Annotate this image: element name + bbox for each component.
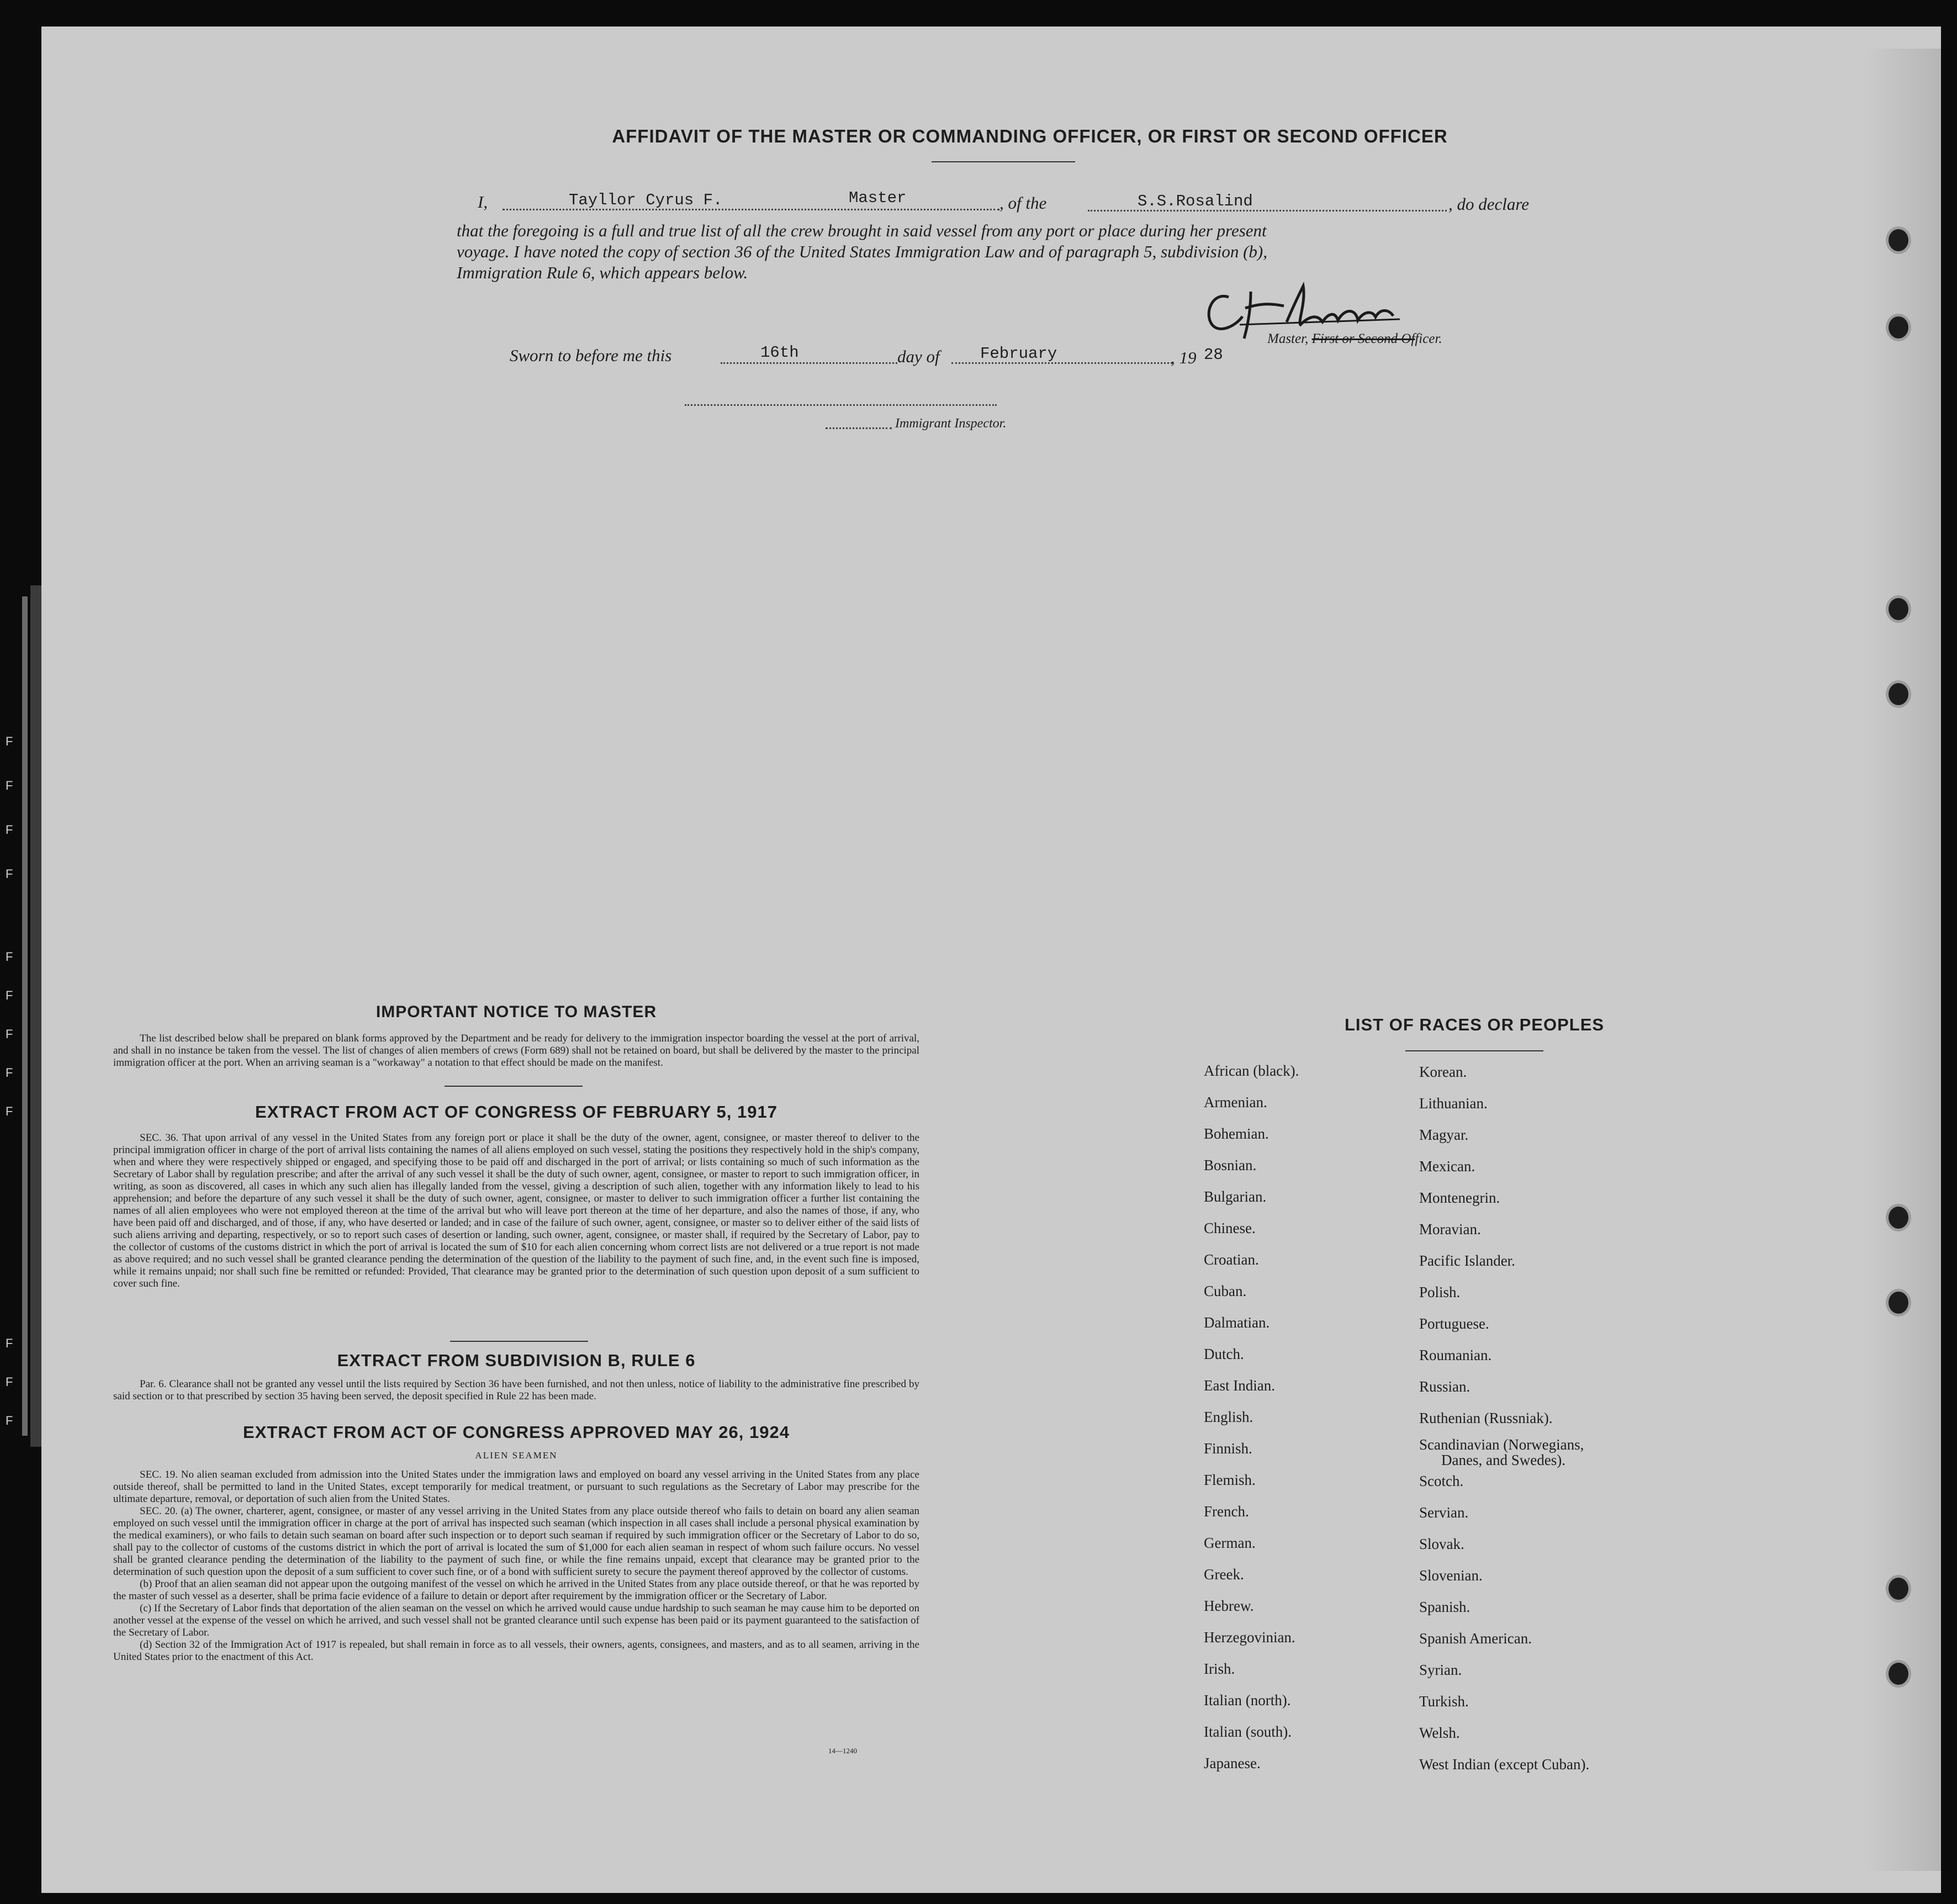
notice-body bbox=[113, 1033, 919, 1069]
sworn-month-value: February bbox=[980, 345, 1057, 363]
race-item: Roumanian. bbox=[1419, 1347, 1492, 1363]
race-item: Bulgarian. bbox=[1204, 1188, 1267, 1205]
margin-mark: F bbox=[6, 823, 13, 837]
race-item: Slovenian. bbox=[1419, 1567, 1483, 1584]
margin-mark: F bbox=[6, 1027, 13, 1041]
race-item: Ruthenian (Russniak). bbox=[1419, 1410, 1553, 1426]
race-item: Moravian. bbox=[1419, 1221, 1481, 1237]
binder-hole bbox=[1886, 314, 1911, 341]
race-item: Scandinavian (Norwegians, bbox=[1419, 1436, 1584, 1453]
race-item: Chinese. bbox=[1204, 1220, 1256, 1236]
race-item: Spanish American. bbox=[1419, 1630, 1532, 1647]
races-rule bbox=[1405, 1050, 1543, 1051]
sec-20a-text: SEC. 20. (a) The owner, charterer, agent, consignee, or master of any vessel arriving in the United States from any place outside thereof who fails to detain on board any alien seaman employed on such vessel until the immigration officer in charge at the port of arrival has inspected such seaman (which inspection in all cases shall include a personal physical examination by the medical examiners), or who fails to detain such seaman on board after such inspection or to deport such seaman if required by such immigration officer or the Secretary of Labor to do so, shall pay to the collector of customs of the customs district in which the port of arrival is located the sum of $1,000 for each alien seaman in respect of whom such failure occurs. No vessel shall be granted clearance pending the determination of the liability to the payment of such fine, or while the fine remains unpaid, except that clearance may be granted prior to the determination of such question upon the deposit of a sum sufficient to cover such fine, or of a bond with sufficient surety to secure the payment thereof approved by the collector of customs. bbox=[113, 1505, 919, 1578]
race-item: German. bbox=[1204, 1535, 1256, 1551]
race-item: Italian (south). bbox=[1204, 1723, 1292, 1740]
race-item: Italian (north). bbox=[1204, 1692, 1291, 1709]
signature-caption bbox=[1267, 331, 1442, 347]
binder-hole bbox=[1886, 680, 1911, 708]
race-item: Mexican. bbox=[1419, 1158, 1475, 1175]
sec-20b-text: (b) Proof that an alien seaman did not appear upon the outgoing manifest of the vessel on which he arrived in the United States from any place outside thereof, or that he was reported by the master of such vessel as a deserter, shall be prima facie evidence of a failure to detain or deport after requirement by the immigration officer or the Secretary of Labor. bbox=[113, 1578, 919, 1602]
binder-hole bbox=[1886, 226, 1911, 254]
inspector-signature-line bbox=[685, 404, 997, 406]
race-item: Korean. bbox=[1419, 1064, 1467, 1080]
margin-mark: F bbox=[6, 867, 13, 881]
sworn-day-value: 16th bbox=[760, 343, 799, 362]
race-item: Irish. bbox=[1204, 1660, 1235, 1677]
extract-1917-body bbox=[113, 1132, 919, 1290]
vessel-name-value: S.S.Rosalind bbox=[1138, 192, 1253, 210]
binder-hole bbox=[1886, 1660, 1911, 1688]
extract-1924-body bbox=[113, 1469, 919, 1663]
master-name-value: Tayllor Cyrus F. bbox=[569, 191, 723, 209]
binder-hole bbox=[1886, 1575, 1911, 1602]
race-item: Herzegovinian. bbox=[1204, 1629, 1295, 1646]
binder-hole bbox=[1886, 595, 1911, 623]
day-field-line bbox=[721, 362, 897, 364]
binder-hole bbox=[1886, 1204, 1911, 1231]
do-declare-label: , do declare bbox=[1448, 194, 1530, 214]
inspector-label: Immigrant Inspector. bbox=[895, 416, 1007, 431]
sec-20c-text: (c) If the Secretary of Labor finds that deportation of the alien seaman on the vessel on which he arrived would cause undue hardship to such seaman he may cause him to be deported on another vessel at the expense of the vessel on which he arrived, and such vessel shall not be granted clearance until such expense has been paid or its payment guaranteed to the satisfaction of the Secretary of Labor. bbox=[113, 1602, 919, 1638]
affidavit-title: AFFIDAVIT OF THE MASTER OR COMMANDING OFFICER, OR FIRST OR SECOND OFFICER bbox=[612, 126, 1448, 146]
race-item: Dutch. bbox=[1204, 1346, 1244, 1362]
race-item: Armenian. bbox=[1204, 1094, 1267, 1110]
extract-rule6-title: EXTRACT FROM SUBDIVISION B, RULE 6 bbox=[337, 1351, 696, 1370]
extract-1924-title: EXTRACT FROM ACT OF CONGRESS APPROVED MAY 26, 1924 bbox=[243, 1422, 790, 1442]
race-item: Lithuanian. bbox=[1419, 1095, 1488, 1112]
race-item: Turkish. bbox=[1419, 1693, 1469, 1710]
margin-mark: F bbox=[6, 734, 13, 748]
race-item: Finnish. bbox=[1204, 1440, 1252, 1457]
margin-mark: F bbox=[6, 1336, 13, 1350]
extract-rule6-body bbox=[113, 1378, 919, 1403]
race-item: Cuban. bbox=[1204, 1283, 1247, 1299]
race-item: Portuguese. bbox=[1419, 1315, 1489, 1332]
race-item: Servian. bbox=[1419, 1504, 1469, 1521]
margin-mark: F bbox=[6, 1104, 13, 1118]
race-item: Slovak. bbox=[1419, 1536, 1464, 1552]
race-item: Russian. bbox=[1419, 1378, 1471, 1395]
race-item: West Indian (except Cuban). bbox=[1419, 1756, 1590, 1773]
margin-mark: F bbox=[6, 988, 13, 1002]
extract-1917-title: EXTRACT FROM ACT OF CONGRESS OF FEBRUARY 5, 1917 bbox=[255, 1102, 777, 1122]
margin-mark: F bbox=[6, 1066, 13, 1080]
sec-36-text: SEC. 36. That upon arrival of any vessel in the United States from any foreign port or place it shall be the duty of the owner, agent, consignee, or master thereof to deliver to the principal immigration officer in charge of the port of arrival lists containing the names of all aliens employed on such vessel, stating the positions they respectively hold in the ship's company, when and where they were respectively shipped or engaged, and specifying those to be paid off and discharged in the port of arrival; or lists containing so much of such information as the Secretary of Labor shall by regulation prescribe; and after the arrival of any such vessel it shall be the duty of such owner, agent, consignee, or master to report to such immigration officer, in writing, as soon as discovered, all cases in which any such alien has illegally landed from the vessel, giving a description of such alien, together with any information likely to lead to his apprehension; and before the departure of any such vessel it shall be the duty of such owner, agent, consignee, or master to deliver to such immigration officer a further list containing the names of all alien employees who were not employed thereon at the time of the arrival but who will leave port thereon at the time of her departure, and also the names of those, if any, who have been paid off and discharged, and of those, if any, who have deserted or landed; and in case of the failure of such owner, agent, consignee, or master so to deliver either of the said lists of such aliens arriving and departing, respectively, or so to report such cases of desertion or landing, such owner, agent, consignee, or master shall, if required by the Secretary of Labor, pay to the collector of customs of the customs district in which the port of arrival is located the sum of $10 for each alien concerning whom correct lists are not delivered or a true report is not made as above required; and no such vessel shall be granted clearance pending the determination of the question of the liability to the payment of such fine, and, in the event such fine is imposed, while it remains unpaid; nor shall such fine be remitted or refunded: Provided, That clearance may be granted prior to the determination of such question upon deposit of a sum sufficient to cover such fine. bbox=[113, 1132, 919, 1289]
races-title: LIST OF RACES OR PEOPLES bbox=[1344, 1015, 1605, 1034]
race-item-continuation: Danes, and Swedes). bbox=[1441, 1452, 1565, 1468]
margin-mark: F bbox=[6, 950, 13, 964]
binder-hole bbox=[1886, 1289, 1911, 1316]
struck-officer-label: First or Second Of bbox=[1311, 331, 1415, 346]
page-edge bbox=[30, 585, 43, 1447]
affidavit-body-line-2: voyage. I have noted the copy of section 36 of the United States Immigration Law and of paragraph 5, subdivision (b), bbox=[457, 242, 1267, 261]
of-the-label: , of the bbox=[999, 193, 1047, 213]
race-item: Japanese. bbox=[1204, 1755, 1261, 1771]
alien-seamen-subtitle: ALIEN SEAMEN bbox=[475, 1450, 558, 1461]
section-rule bbox=[445, 1086, 583, 1087]
race-item: East Indian. bbox=[1204, 1377, 1275, 1394]
race-item: English. bbox=[1204, 1409, 1253, 1425]
master-rank-value: Master bbox=[849, 189, 907, 207]
ficer-label: ficer. bbox=[1415, 331, 1442, 346]
race-item: Spanish. bbox=[1419, 1599, 1471, 1615]
race-item: Croatian. bbox=[1204, 1251, 1259, 1268]
form-number: 14—1240 bbox=[828, 1747, 857, 1755]
sec-19-text: SEC. 19. No alien seaman excluded from admission into the United States under the immigration laws and employed on board any vessel arriving in the United States from any place outside thereof, shall be permitted to land in the United States, except temporarily for medical treatment, or pursuant to such regulations as the Secretary of Labor may prescribe for the ultimate departure, removal, or deportation of such alien from the United States. bbox=[113, 1469, 919, 1505]
notice-text: The list described below shall be prepared on blank forms approved by the Department and be ready for delivery to the immigration inspector boarding the vessel at the port of arrival, and shall in no instance be taken from the vessel. The list of changes of alien members of crews (Form 689) shall not be retained on board, but shall be delivered by the master to the principal immigration officer at the port. When an arriving seaman is a "workaway" a notation to that effect should be made on the manifest. bbox=[113, 1033, 919, 1069]
page-edge-shadow bbox=[22, 596, 28, 1436]
race-item: African (black). bbox=[1204, 1062, 1299, 1079]
race-item: Bohemian. bbox=[1204, 1125, 1269, 1142]
notice-title: IMPORTANT NOTICE TO MASTER bbox=[375, 1003, 657, 1021]
affidavit-i-label: I, bbox=[478, 192, 488, 211]
race-item: Montenegrin. bbox=[1419, 1189, 1500, 1206]
par-6-text: Par. 6. Clearance shall not be granted any vessel until the lists required by Section 36 have been furnished, and not then unless, notice of liability to the administrative fine prescribed by said section or to that prescribed by section 35 having been served, the deposit specified in Rule 22 has been made. bbox=[113, 1378, 919, 1402]
year-prefix-label: , 19 bbox=[1171, 348, 1197, 367]
race-item: Syrian. bbox=[1419, 1662, 1462, 1678]
affidavit-body-line-1: that the foregoing is a full and true list of all the crew brought in said vessel from any port or place during her present bbox=[457, 221, 1267, 240]
race-item: Flemish. bbox=[1204, 1472, 1256, 1488]
race-item: Greek. bbox=[1204, 1566, 1244, 1583]
race-item: French. bbox=[1204, 1503, 1249, 1520]
document-page bbox=[41, 27, 1941, 1893]
race-item: Magyar. bbox=[1419, 1126, 1469, 1143]
master-label: Master, bbox=[1267, 331, 1309, 346]
race-item: Polish. bbox=[1419, 1284, 1461, 1300]
race-item: Bosnian. bbox=[1204, 1157, 1257, 1173]
title-rule bbox=[932, 161, 1075, 162]
sec-20d-text: (d) Section 32 of the Immigration Act of 1917 is repealed, but shall remain in force as to all vessels, their owners, agents, consignees, and masters, and as to all seamen, arriving in the United States prior to the enactment of this Act. bbox=[113, 1639, 919, 1663]
race-item: Welsh. bbox=[1419, 1725, 1460, 1741]
sworn-year-value: 28 bbox=[1204, 346, 1223, 364]
margin-mark: F bbox=[6, 1375, 13, 1389]
margin-mark: F bbox=[6, 1414, 13, 1427]
affidavit-body-line-3: Immigration Rule 6, which appears below. bbox=[457, 263, 748, 282]
race-item: Hebrew. bbox=[1204, 1598, 1254, 1614]
section-rule bbox=[450, 1341, 588, 1342]
day-of-label: day of bbox=[897, 347, 940, 366]
race-item: Scotch. bbox=[1419, 1473, 1464, 1489]
inspector-dots bbox=[826, 427, 892, 429]
margin-mark: F bbox=[6, 779, 13, 792]
race-item: Pacific Islander. bbox=[1419, 1252, 1515, 1269]
race-item: Dalmatian. bbox=[1204, 1314, 1270, 1331]
sworn-label: Sworn to before me this bbox=[510, 346, 672, 365]
